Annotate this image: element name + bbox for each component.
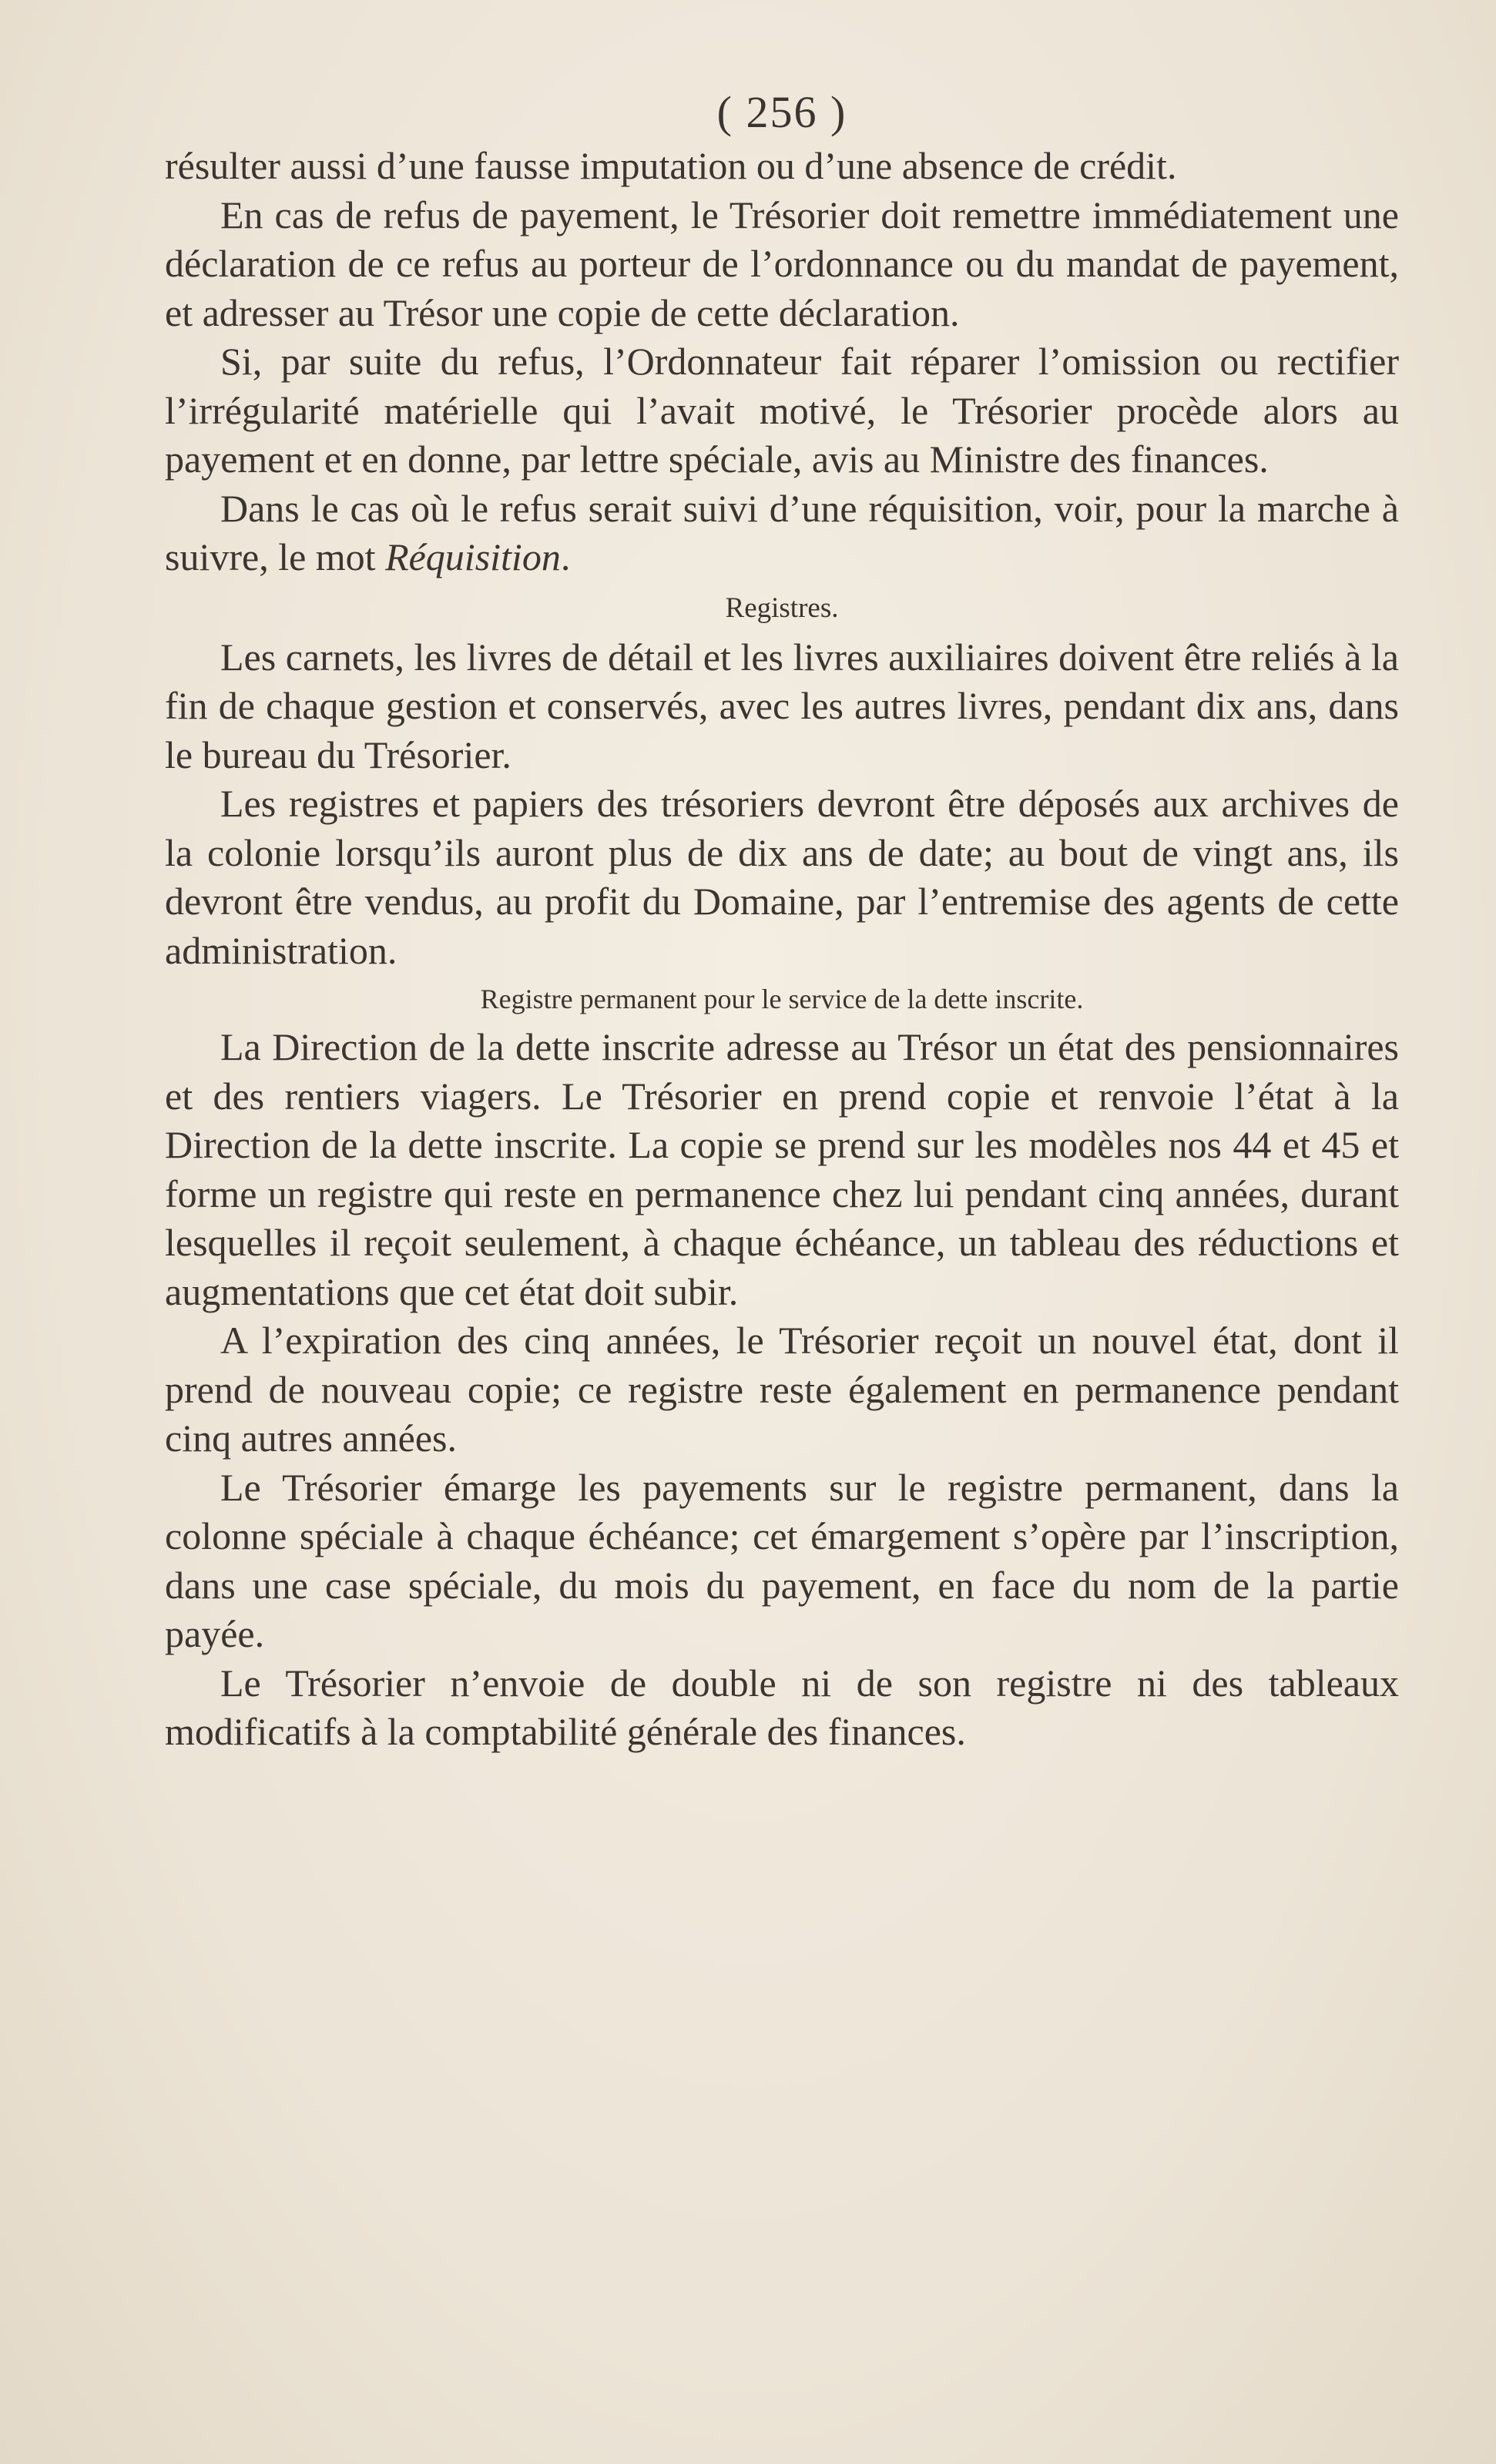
paragraph-expiration: A l’expiration des cinq années, le Trésorier reçoit un nouvel état, dont il prend de nouveau copie; ce registre reste également en permanence pendant cinq autres années. [165, 1319, 1399, 1460]
paragraph-ordonnateur: Si, par suite du refus, l’Ordonnateur fait réparer l’omission ou rectifier l’irrégularité matérielle qui l’avait motivé, le Trésorier procède alors au payement et en donne, par lettre spéciale, avis au Ministre des finances. [165, 340, 1399, 481]
paragraph-continuation: résulter aussi d’une fausse imputation ou d’une absence de crédit. [165, 144, 1177, 187]
paragraph-emargement: Le Trésorier émarge les payements sur le registre permanent, dans la colonne spéciale à chaque échéance; cet émargement s’opère par l’inscription, dans une case spéciale, du mois du payement, en face du nom de la partie payée. [165, 1465, 1399, 1655]
paragraph-refus-payement: En cas de refus de payement, le Trésorier doit remettre immédiatement une déclaration de ce refus au porteur de l’ordonnance ou du mandat de payement, et adresser au Trésor une copie de cette déclaration. [165, 193, 1399, 334]
section-heading-registres: Registres. [725, 592, 839, 624]
requisition-text: Dans le cas où le refus serait suivi d’une réquisition, voir, pour la marche à suivre, le mot [165, 486, 1399, 578]
section-heading-registre-permanent: Registre permanent pour le service de la dette inscrite. [480, 984, 1084, 1014]
paragraph-requisition [165, 484, 1399, 582]
requisition-term: Réquisition [385, 535, 561, 578]
paragraph-carnets: Les carnets, les livres de détail et les livres auxiliaires doivent être reliés à la fin de chaque gestion et conservés, avec les autres livres, pendant dix ans, dans le bureau du Trésorier. [165, 635, 1399, 776]
page-number: ( 256 ) [716, 87, 847, 137]
paragraph-double: Le Trésorier n’envoie de double ni de son registre ni des tableaux modificatifs à la comptabilité générale des finances. [165, 1661, 1399, 1753]
paragraph-archives: Les registres et papiers des trésoriers devront être déposés aux archives de la colonie lorsqu’ils auront plus de dix ans de date; au bout de vingt ans, ils devront être vendus, au profit du Domaine, par l’entremise des agents de cette administration. [165, 782, 1399, 972]
paragraph-direction-dette: La Direction de la dette inscrite adresse au Trésor un état des pensionnaires et des rentiers viagers. Le Trésorier en prend copie et renvoie l’état à la Direction de la dette inscrite. La copie se prend sur les modèles nos 44 et 45 et forme un registre qui reste en permanence chez lui pendant cinq années, durant lesquelles il reçoit seulement, à chaque échéance, un tableau des réductions et augmentations que cet état doit subir. [165, 1025, 1399, 1313]
requisition-period: . [560, 535, 571, 578]
page-body [165, 83, 1399, 1757]
